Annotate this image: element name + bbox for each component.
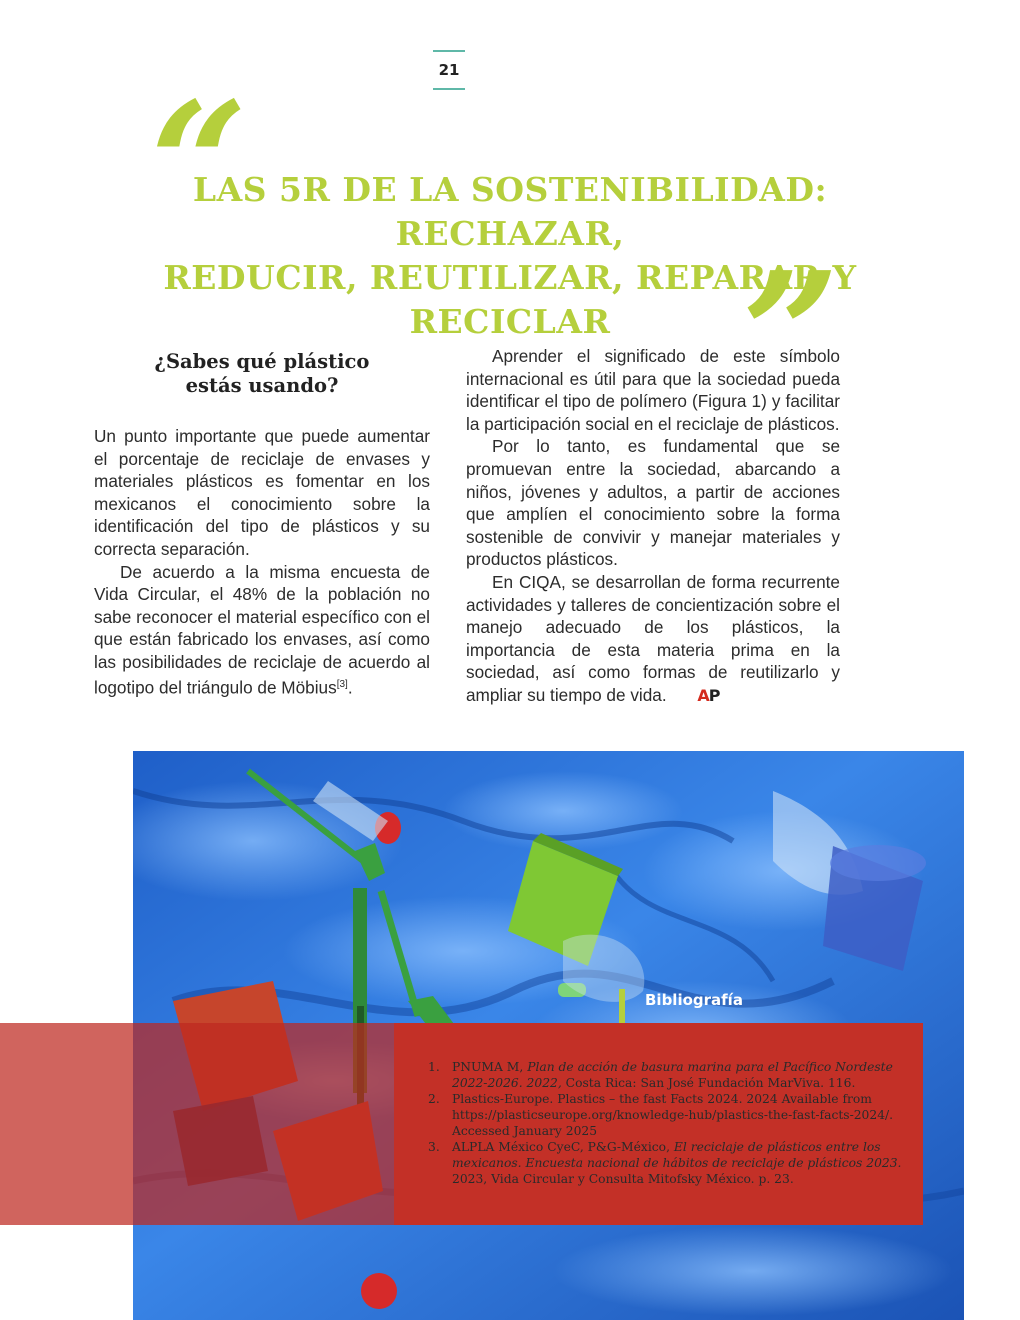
section-heading-line-2: estás usando?	[185, 374, 339, 397]
ap-end-mark-a: A	[697, 685, 709, 705]
open-quote-mark: “	[150, 65, 248, 265]
bibliography-item-number: 1.	[428, 1060, 440, 1074]
page-number: 21	[433, 50, 465, 90]
close-quote-mark: ”	[742, 235, 840, 435]
paragraph: Por lo tanto, es fundamental que se promuevan entre la sociedad, abarcando a niños, jóvenes y adultos, a partir de acciones que amplíen el conocimiento sobre la forma sostenible de convivir y manejar materiales y productos plásticos.	[466, 436, 840, 570]
ap-end-mark-p: P	[708, 685, 720, 705]
bibliography-author: ALPLA México CyeC, P&G-México,	[452, 1140, 674, 1154]
bibliography-author: PNUMA M,	[452, 1060, 528, 1074]
bibliography-item	[428, 1139, 904, 1187]
bibliography-item-text	[452, 1139, 904, 1187]
left-column	[94, 345, 430, 699]
bibliography-source: Costa Rica: San José Fundación MarViva. 116.	[561, 1076, 856, 1090]
paragraph-text: En CIQA, se desarrollan de forma recurrente actividades y talleres de concientización sobre el manejo adecuado de los plásticos, la importancia de esta materia prima en la sociedad, así como formas de reutilizarlo y ampliar su tiempo de vida.	[466, 571, 840, 705]
paragraph	[94, 561, 430, 699]
bibliography-marker	[619, 989, 625, 1023]
reference-marker[interactable]: [3]	[336, 678, 348, 690]
paragraph	[466, 571, 840, 708]
bibliography-title: Bibliografía	[645, 991, 743, 1009]
bibliography-item-number: 2.	[428, 1092, 440, 1106]
bibliography-item-text	[452, 1059, 904, 1091]
ap-end-mark-icon	[671, 685, 719, 708]
paragraph: Aprender el significado de este símbolo internacional es útil para que la sociedad pueda identificar el tipo de polímero (Figura 1) y facilitar la participación social en el reciclaje de plásticos.	[466, 346, 840, 434]
bibliography-item	[428, 1059, 904, 1091]
bibliography-list	[428, 1059, 904, 1187]
paragraph-text: De acuerdo a la misma encuesta de Vida Circular, el 48% de la población no sabe reconocer el material específico con el que están fabricado los envases, así como las posibilidades de reciclaje de acuerdo al logotipo del triángulo de Möbius	[94, 561, 430, 698]
right-column	[466, 345, 840, 708]
section-heading-line-1: ¿Sabes qué plástico	[154, 350, 370, 373]
paragraph-end: .	[347, 677, 353, 698]
bibliography-item-number: 3.	[428, 1140, 440, 1154]
section-heading	[94, 350, 430, 398]
bibliography-item	[428, 1091, 904, 1139]
bibliography-item-text	[452, 1091, 904, 1139]
bibliography-title-italic: Plan de acción de basura marina para el Pacífico Nordeste 2022-2026. 2022,	[452, 1060, 893, 1090]
bibliography-title-italic: El reciclaje de plásticos entre los mexicanos. Encuesta nacional de hábitos de reciclaje de plásticos 2023.	[452, 1140, 902, 1170]
bibliography-source: 2023, Vida Circular y Consulta Mitofsky México. p. 23.	[452, 1172, 794, 1186]
bibliography-band	[0, 1023, 394, 1225]
headline-line-2: REDUCIR, REUTILIZAR, REPARAR Y RECICLAR	[163, 258, 857, 341]
bibliography-author[interactable]: Plastics-Europe. Plastics – the fast Facts 2024. 2024 Available from https://plasticseurope.org/knowledge-hub/plastics-the-fast-facts-2024/. Accessed January 2025	[452, 1092, 894, 1138]
red-bottle-cap-icon	[361, 1273, 397, 1309]
paragraph: Un punto importante que puede aumentar el porcentaje de reciclaje de envases y materiales plásticos es fomentar en los mexicanos el conocimiento sobre la identificación del tipo de plásticos y su correcta separación.	[94, 426, 430, 559]
headline-line-1: LAS 5R DE LA SOSTENIBILIDAD: RECHAZAR,	[192, 170, 828, 253]
